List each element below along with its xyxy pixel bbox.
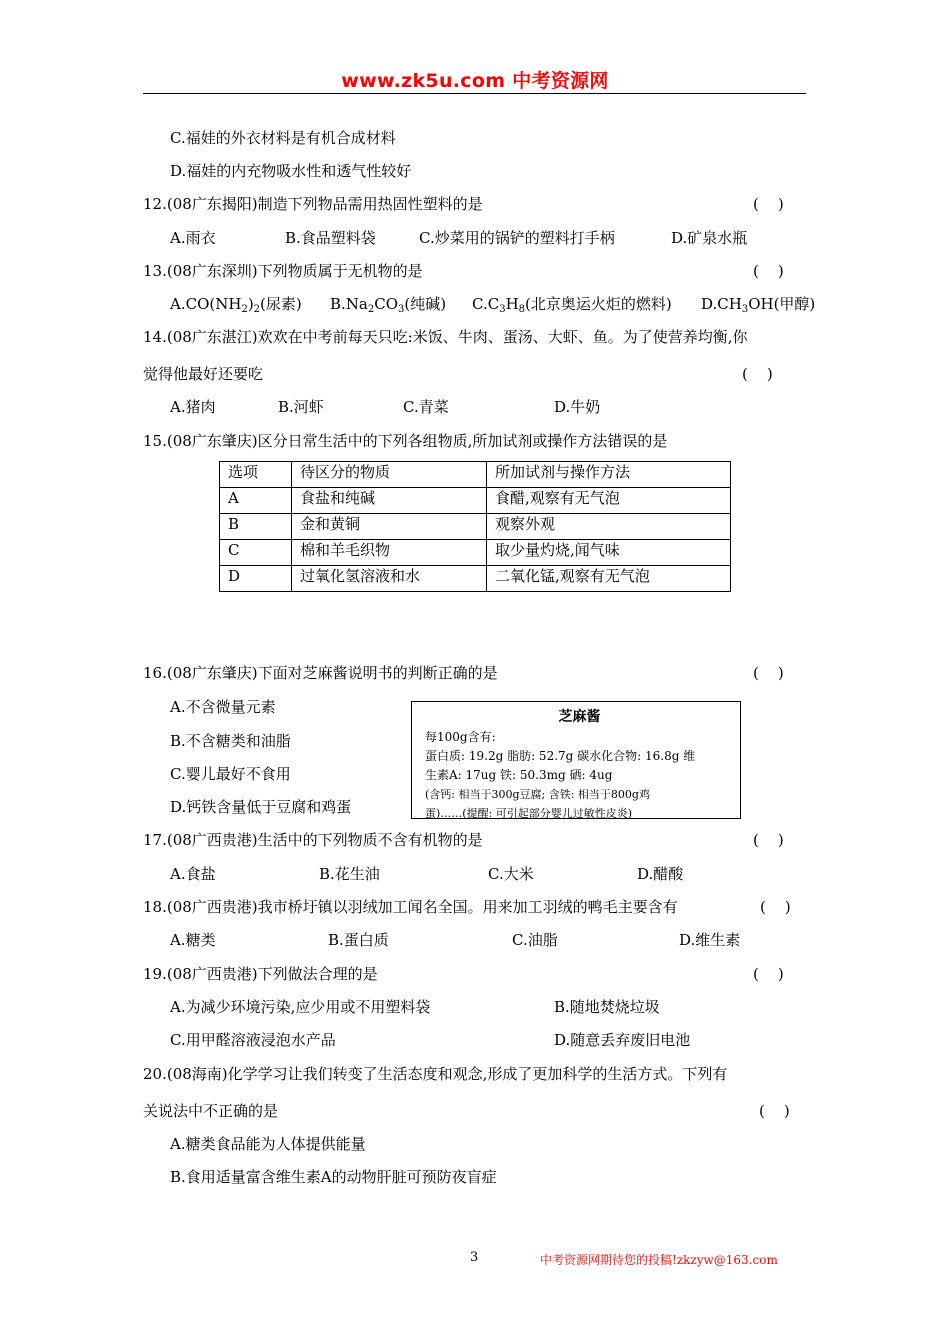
q20-answer-blank: ( ) [759,1102,790,1120]
sesame-paste-label [411,701,741,819]
q19-answer-blank: ( ) [753,965,784,983]
q19-option-d: D.随意丢弃废旧电池 [554,1031,691,1049]
q17-option-b: B.花生油 [319,865,380,883]
q18-option-a: A.糖类 [170,931,216,949]
q12-stem: 12.(08广东揭阳)制造下列物品需用热固性塑料的是 [143,195,483,213]
page-number: 3 [470,1250,479,1265]
q17-option-c: C.大米 [488,865,534,883]
q15-comparison-table [219,461,731,592]
q18-option-b: B.蛋白质 [328,931,389,949]
q16-answer-blank: ( ) [753,664,784,682]
q12-answer-blank: ( ) [753,195,784,213]
table-cell: 过氧化氢溶液和水 [292,566,487,592]
q11-option-c: C.福娃的外衣材料是有机合成材料 [170,129,396,147]
q18-answer-blank: ( ) [760,898,791,916]
q13-option-c: $C.C_3H_8$(北京奥运火炬的燃料) [472,295,672,315]
q13-option-d: $D.CH_3OH$(甲醇) [701,295,816,315]
q14-option-a: A.猪肉 [170,398,216,416]
q17-answer-blank: ( ) [753,831,784,849]
q18-stem: 18.(08广西贵港)我市桥圩镇以羽绒加工闻名全国。用来加工羽绒的鸭毛主要含有 [143,898,678,916]
q16-stem: 16.(08广东肇庆)下面对芝麻酱说明书的判断正确的是 [143,664,498,682]
q14-option-b: B.河虾 [278,398,324,416]
q20-stem-line2: 关说法中不正确的是 [143,1102,279,1120]
q14-answer-blank: ( ) [742,365,773,383]
q11-option-d: D.福娃的内充物吸水性和透气性较好 [170,162,412,180]
q13-option-b: $B.Na_2CO_3$(纯碱) [330,295,447,315]
q17-option-a: A.食盐 [170,865,216,883]
label-line: 每100g含有: [425,730,496,744]
label-title: 芝麻酱 [558,709,601,725]
footer-submission-note: 中考资源网期待您的投稿!zkzyw@163.com [540,1253,778,1267]
table-cell: D [220,566,292,592]
q13-stem: 13.(08广东深圳)下列物质属于无机物的是 [143,262,423,280]
q14-stem-line1: 14.(08广东湛江)欢欢在中考前每天只吃:米饭、牛肉、蛋汤、大虾、鱼。为了使营养均衡,你 [143,328,748,346]
table-header-cell: 选项 [220,462,292,488]
q19-option-b: B.随地焚烧垃圾 [554,998,660,1016]
q16-option-a: A.不含微量元素 [170,698,276,716]
q16-option-d: D.钙铁含量低于豆腐和鸡蛋 [170,798,352,816]
q18-option-d: D.维生素 [679,931,741,949]
table-cell: 观察外观 [487,514,731,540]
q13-option-a: $A.CO(NH_2)_2$(尿素) [170,295,302,315]
q19-option-a: A.为减少环境污染,应少用或不用塑料袋 [170,998,431,1016]
q20-option-a: A.糖类食品能为人体提供能量 [170,1135,366,1153]
table-cell: B [220,514,292,540]
q14-stem-line2: 觉得他最好还要吃 [143,365,264,383]
table-cell: 食醋,观察有无气泡 [487,488,731,514]
label-line: 生素A: 17ug 铁: 50.3mg 硒: 4ug [425,768,613,782]
table-header-row [220,462,731,488]
q12-option-c: C.炒菜用的锅铲的塑料打手柄 [419,229,615,247]
table-cell: 棉和羊毛织物 [292,540,487,566]
q18-option-c: C.油脂 [512,931,558,949]
site-header-title: www.zk5u.com 中考资源网 [341,70,609,92]
q17-stem: 17.(08广西贵港)生活中的下列物质不含有机物的是 [143,831,483,849]
table-cell: 食盐和纯碱 [292,488,487,514]
q19-option-c: C.用甲醛溶液浸泡水产品 [170,1031,336,1049]
q19-stem: 19.(08广西贵港)下列做法合理的是 [143,965,378,983]
q15-stem: 15.(08广东肇庆)区分日常生活中的下列各组物质,所加试剂或操作方法错误的是 [143,432,668,450]
table-cell: C [220,540,292,566]
table-cell: 取少量灼烧,闻气味 [487,540,731,566]
table-cell: 二氧化锰,观察有无气泡 [487,566,731,592]
q12-option-b: B.食品塑料袋 [285,229,376,247]
table-row [220,566,731,592]
label-line: (含钙: 相当于300g豆腐; 含铁: 相当于800g鸡 [425,788,650,801]
table-row [220,488,731,514]
q16-option-c: C.婴儿最好不食用 [170,765,291,783]
label-line: 蛋)……(提醒: 可引起部分婴儿过敏性皮炎) [425,807,633,820]
header-divider [143,93,806,94]
table-cell: 金和黄铜 [292,514,487,540]
table-row [220,514,731,540]
q14-option-d: D.牛奶 [554,398,601,416]
q17-option-d: D.醋酸 [637,865,684,883]
q20-option-b: B.食用适量富含维生素A的动物肝脏可预防夜盲症 [170,1168,497,1186]
q12-option-a: A.雨衣 [170,229,216,247]
q20-stem-line1: 20.(08海南)化学学习让我们转变了生活态度和观念,形成了更加科学的生活方式。下列有 [143,1065,728,1083]
q16-option-b: B.不含糖类和油脂 [170,732,291,750]
table-cell: A [220,488,292,514]
table-header-cell: 待区分的物质 [292,462,487,488]
q14-option-c: C.青菜 [403,398,449,416]
label-line: 蛋白质: 19.2g 脂肪: 52.7g 碳水化合物: 16.8g 维 [425,749,696,763]
table-header-cell: 所加试剂与操作方法 [487,462,731,488]
q12-option-d: D.矿泉水瓶 [671,229,748,247]
table-row [220,540,731,566]
q13-answer-blank: ( ) [753,262,784,280]
